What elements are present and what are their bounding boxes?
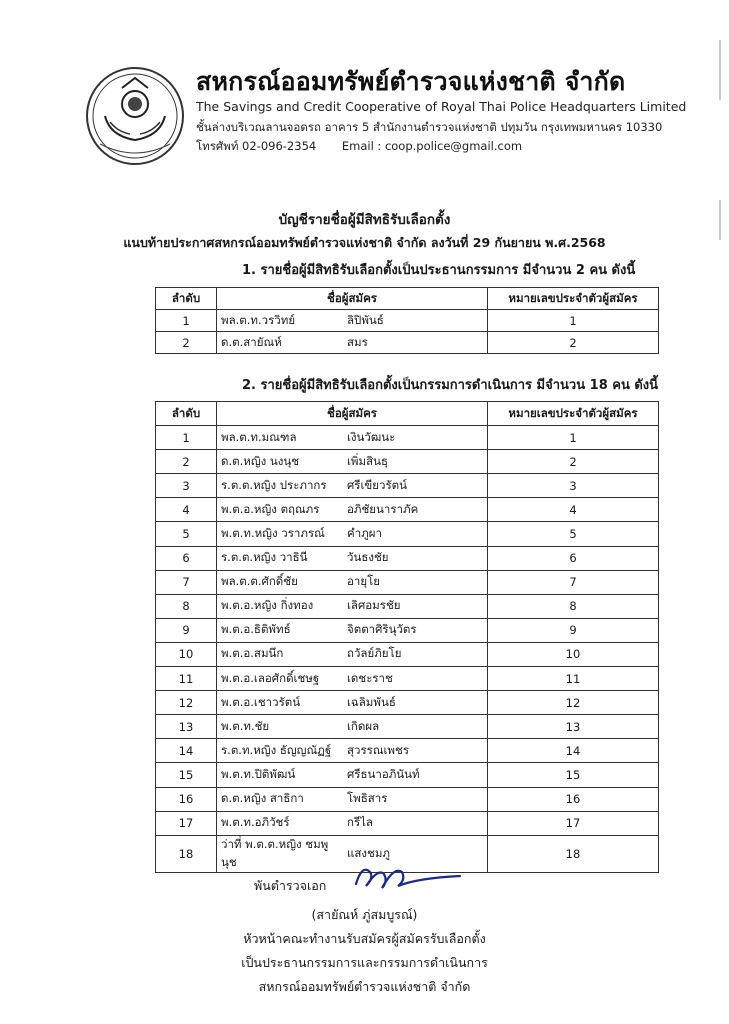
section-1-heading: 1. รายชื่อผู้มีสิทธิรับเลือกตั้งเป็นประธานกรรมการ มีจำนวน 2 คน ดังนี้	[242, 263, 636, 278]
cell-candidate-number: 5	[488, 522, 659, 546]
cell-candidate-last-name: เพิ่มสินธุ	[343, 450, 488, 474]
section-2-heading: 2. รายชื่อผู้มีสิทธิรับเลือกตั้งเป็นกรรมการดำเนินการ มีจำนวน 18 คน ดังนี้	[242, 378, 659, 393]
cell-candidate-last-name: เดชะราช	[343, 667, 488, 691]
cell-order: 2	[156, 450, 217, 474]
cell-candidate-last-name: แสงชมภู	[343, 835, 488, 872]
table-row	[156, 691, 659, 715]
cell-candidate-last-name: โพธิสาร	[343, 787, 488, 811]
cell-order: 5	[156, 522, 217, 546]
cell-candidate-number: 16	[488, 787, 659, 811]
cell-candidate-number: 17	[488, 811, 659, 835]
cell-order: 6	[156, 546, 217, 570]
cell-candidate-first-name: ด.ต.หญิง นงนุช	[217, 450, 344, 474]
cell-candidate-number: 8	[488, 594, 659, 618]
table-row	[156, 763, 659, 787]
organization-contact	[196, 138, 522, 156]
cell-candidate-number: 15	[488, 763, 659, 787]
cell-candidate-first-name: ด.ต.หญิง สาธิกา	[217, 787, 344, 811]
table-row	[156, 332, 659, 354]
chairman-candidates-table	[155, 287, 659, 354]
cell-candidate-last-name: เฉลิมพันธ์	[343, 691, 488, 715]
table-row	[156, 474, 659, 498]
signer-position-line-3: สหกรณ์ออมทรัพย์ตำรวจแห่งชาติ จำกัด	[258, 979, 471, 994]
cell-order: 15	[156, 763, 217, 787]
cell-order: 14	[156, 739, 217, 763]
cell-candidate-first-name: พ.ต.ท.อภิวัชร์	[217, 811, 344, 835]
cell-candidate-first-name: พ.ต.อ.สมนึก	[217, 642, 344, 666]
table-row	[156, 667, 659, 691]
cell-candidate-first-name: พ.ต.อ.เลอศักดิ์เชษฐ	[217, 667, 344, 691]
cell-candidate-first-name: พ.ต.ท.ปิติพัฒน์	[217, 763, 344, 787]
cell-candidate-last-name: เลิศอมรชัย	[343, 594, 488, 618]
cell-order: 12	[156, 691, 217, 715]
table-row	[156, 715, 659, 739]
cell-candidate-first-name: ว่าที่ พ.ต.ต.หญิง ชมพูนุช	[217, 835, 344, 872]
phone-number: โทรศัพท์ 02-096-2354	[196, 139, 317, 153]
cell-candidate-last-name: คำภูผา	[343, 522, 488, 546]
cell-candidate-first-name: พ.ต.อ.ธิติพัทธ์	[217, 618, 344, 642]
cell-candidate-first-name: พ.ต.ท.ชัย	[217, 715, 344, 739]
cell-candidate-first-name: ด.ต.สายัณห์	[217, 332, 344, 354]
cell-candidate-first-name: ร.ต.ท.หญิง ธัญญณัฏฐ์	[217, 739, 344, 763]
cell-candidate-last-name: ลิปิพันธ์	[343, 310, 488, 332]
table-header-row	[156, 402, 659, 426]
cell-candidate-number: 14	[488, 739, 659, 763]
cell-order: 2	[156, 332, 217, 354]
cell-candidate-first-name: ร.ต.ต.หญิง วาธินี	[217, 546, 344, 570]
cell-order: 16	[156, 787, 217, 811]
cell-candidate-last-name: วันธงชัย	[343, 546, 488, 570]
cell-candidate-number: 10	[488, 642, 659, 666]
signer-rank: พันตำรวจเอก	[254, 878, 327, 893]
cell-candidate-last-name: ถวัลย์ภิยโย	[343, 642, 488, 666]
table-row	[156, 426, 659, 450]
cell-candidate-number: 6	[488, 546, 659, 570]
scan-edge-mark	[719, 40, 721, 100]
table-row	[156, 498, 659, 522]
cell-candidate-number: 2	[488, 450, 659, 474]
cell-order: 9	[156, 618, 217, 642]
cell-candidate-last-name: อายุโย	[343, 570, 488, 594]
cell-order: 10	[156, 642, 217, 666]
cell-order: 4	[156, 498, 217, 522]
cell-candidate-number: 1	[488, 426, 659, 450]
column-header-candidate-number: หมายเลขประจำตัวผู้สมัคร	[488, 402, 659, 426]
column-header-name: ชื่อผู้สมัคร	[217, 288, 488, 310]
table-row	[156, 310, 659, 332]
cell-candidate-last-name: จิตตาศิรินุวัตร	[343, 618, 488, 642]
cell-candidate-first-name: พล.ต.ท.วรวิทย์	[217, 310, 344, 332]
signer-position-line-1: หัวหน้าคณะทำงานรับสมัครผู้สมัครรับเลือกตั้ง	[243, 931, 486, 946]
column-header-order: ลำดับ	[156, 288, 217, 310]
table-header-row	[156, 288, 659, 310]
table-row	[156, 570, 659, 594]
cell-order: 8	[156, 594, 217, 618]
cell-candidate-first-name: พล.ต.ท.มณฑล	[217, 426, 344, 450]
cell-candidate-first-name: พ.ต.ท.หญิง วราภรณ์	[217, 522, 344, 546]
table-row	[156, 450, 659, 474]
document-subtitle: แนบท้ายประกาศสหกรณ์ออมทรัพย์ตำรวจแห่งชาติ จำกัด ลงวันที่ 29 กันยายน พ.ศ.2568	[123, 235, 606, 250]
cell-candidate-last-name: เงินวัฒนะ	[343, 426, 488, 450]
cell-candidate-last-name: เกิดผล	[343, 715, 488, 739]
organization-name-thai: สหกรณ์ออมทรัพย์ตำรวจแห่งชาติ จำกัด	[196, 67, 626, 96]
cell-candidate-last-name: ศรีธนาอภินันท์	[343, 763, 488, 787]
cell-candidate-number: 7	[488, 570, 659, 594]
cell-candidate-number: 3	[488, 474, 659, 498]
table-row	[156, 787, 659, 811]
column-header-order: ลำดับ	[156, 402, 217, 426]
table-row	[156, 642, 659, 666]
cell-candidate-number: 9	[488, 618, 659, 642]
cell-order: 13	[156, 715, 217, 739]
table-row	[156, 546, 659, 570]
cell-candidate-number: 13	[488, 715, 659, 739]
cell-candidate-number: 1	[488, 310, 659, 332]
cell-candidate-number: 12	[488, 691, 659, 715]
column-header-name: ชื่อผู้สมัคร	[217, 402, 488, 426]
cell-candidate-first-name: พ.ต.อ.หญิง ตฤณภร	[217, 498, 344, 522]
column-header-candidate-number: หมายเลขประจำตัวผู้สมัคร	[488, 288, 659, 310]
signer-name: (สายัณห์ ภู่สมบูรณ์)	[311, 907, 418, 922]
cell-candidate-first-name: พ.ต.อ.หญิง กิ่งทอง	[217, 594, 344, 618]
cell-order: 11	[156, 667, 217, 691]
table-row	[156, 739, 659, 763]
cell-order: 1	[156, 310, 217, 332]
cooperative-emblem-logo	[80, 64, 190, 168]
cell-order: 7	[156, 570, 217, 594]
cell-order: 17	[156, 811, 217, 835]
cell-candidate-first-name: ร.ต.ต.หญิง ประภากร	[217, 474, 344, 498]
cell-candidate-last-name: อภิชัยนาราภัค	[343, 498, 488, 522]
email-address: Email : coop.police@gmail.com	[341, 139, 523, 153]
table-row	[156, 594, 659, 618]
cell-candidate-number: 18	[488, 835, 659, 872]
board-candidates-table	[155, 401, 659, 873]
handwritten-signature	[348, 858, 468, 894]
table-row	[156, 618, 659, 642]
scan-edge-mark	[719, 200, 721, 240]
cell-order: 18	[156, 835, 217, 872]
table-row	[156, 522, 659, 546]
cell-candidate-last-name: สมร	[343, 332, 488, 354]
document-title: บัญชีรายชื่อผู้มีสิทธิรับเลือกตั้ง	[278, 212, 451, 228]
organization-name-english: The Savings and Credit Cooperative of Royal Thai Police Headquarters Limited	[196, 99, 687, 114]
cell-candidate-first-name: พ.ต.อ.เชาวรัตน์	[217, 691, 344, 715]
cell-candidate-last-name: ศรีเขียวรัตน์	[343, 474, 488, 498]
cell-candidate-number: 4	[488, 498, 659, 522]
cell-candidate-number: 11	[488, 667, 659, 691]
signer-position-line-2: เป็นประธานกรรมการและกรรมการดำเนินการ	[241, 955, 488, 970]
cell-order: 3	[156, 474, 217, 498]
cell-candidate-first-name: พล.ต.ต.ศักดิ์ชัย	[217, 570, 344, 594]
cell-candidate-last-name: กรีไล	[343, 811, 488, 835]
cell-candidate-number: 2	[488, 332, 659, 354]
cell-order: 1	[156, 426, 217, 450]
organization-address: ชั้นล่างบริเวณลานจอดรถ อาคาร 5 สำนักงานตำรวจแห่งชาติ ปทุมวัน กรุงเทพมหานคร 10330	[196, 120, 663, 134]
cell-candidate-last-name: สุวรรณเพชร	[343, 739, 488, 763]
table-row	[156, 811, 659, 835]
